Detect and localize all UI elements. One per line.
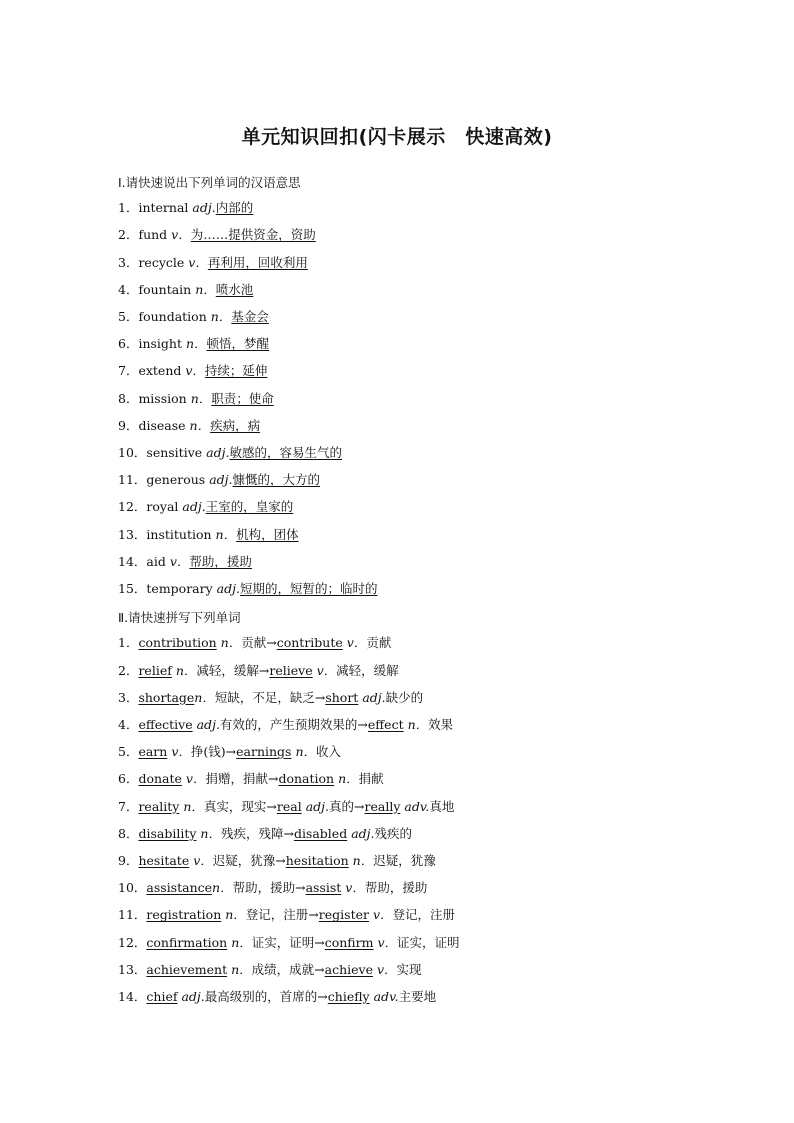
item-text: 有效的，产生预期效果的→ [219,717,368,732]
item-number: 11． [118,907,147,923]
item-text: 残疾，残障→ [220,825,294,841]
item-number: 7． [118,798,139,814]
item-word: aid [146,553,170,569]
list-item [118,200,253,216]
part-of-speech: adj. [209,472,233,488]
item-word: fountain [138,281,196,297]
item-number: 11． [118,472,147,488]
item-number: 14． [118,553,147,569]
item-text: 成绩，成就→ [251,961,325,977]
answer-word: disabled [293,825,348,841]
item-number: 12． [118,934,147,950]
part-of-speech: adj. [206,445,230,460]
part-of-speech: v． [185,363,205,379]
item-meaning: 持续；延伸 [204,363,268,379]
item-word: extend [138,363,186,379]
part-of-speech: adj. [362,689,386,705]
item-word: institution [146,526,216,542]
item-word: insight [138,336,186,352]
part-of-speech: n． [195,281,216,297]
item-number: 12． [118,499,147,515]
item-text: 实现 [396,961,422,977]
item-meaning: 敏感的，容易生气的 [229,445,342,460]
list-item [118,826,412,842]
answer-word: achievement [146,961,228,977]
answer-word: earn [138,744,168,760]
part-of-speech: n． [215,526,237,542]
item-text: 贡献 [366,635,392,651]
part-of-speech: n． [210,309,232,324]
answer-word: contribution [138,635,217,651]
item-meaning: 内部的 [215,200,254,216]
list-item [118,663,399,679]
item-meaning: 喷水池 [215,281,254,297]
answer-word: shortage [138,689,195,705]
item-number: 13． [118,961,147,977]
item-number: 1． [118,635,139,651]
part-of-speech: n． [225,907,246,923]
list-item [118,282,253,298]
item-number: 2． [118,662,139,678]
item-word: recycle [138,254,189,270]
item-number: 9． [118,853,139,868]
answer-word: register [318,907,369,923]
item-word: disease [138,417,190,433]
item-number: 8． [118,390,139,406]
item-number: 2． [118,227,139,243]
list-item [118,255,308,271]
item-number: 7． [118,363,139,379]
item-number: 5． [118,309,139,324]
item-text: 减轻，缓解→ [196,662,270,678]
list-item [118,554,252,570]
part-of-speech: n． [231,961,252,977]
answer-word: chiefly [327,989,370,1004]
answer-word: contribute [276,635,343,651]
answer-word: real [276,798,302,814]
item-meaning: 职责；使命 [211,390,274,406]
item-number: 1． [118,200,139,216]
answer-word: donation [278,771,335,787]
item-number: 15． [118,581,147,596]
item-meaning: 顿悟，梦醒 [206,336,270,352]
part-of-speech: v． [376,961,397,977]
answer-word: assist [305,880,342,896]
part-of-speech: v． [372,907,393,923]
item-text: 主要地 [398,989,437,1004]
item-meaning: 短期的，短暂的；临时的 [239,581,378,596]
part-of-speech: n． [175,662,197,678]
item-text: 登记，注册→ [245,907,319,923]
item-text: 迟疑，犹豫→ [212,853,286,868]
list-item [118,499,293,515]
item-number: 3． [118,689,139,705]
answer-word: reality [138,798,180,814]
item-number: 4． [118,281,139,297]
list-item [118,799,454,815]
part-of-speech: adj. [216,581,240,596]
part-of-speech: adj. [196,717,220,732]
part-of-speech: adv. [404,798,430,814]
item-word: sensitive [146,445,207,460]
item-text: 捐赠，捐献→ [205,771,279,787]
list-item [118,336,269,352]
item-word: mission [138,390,191,406]
item-meaning: 疾病，病 [210,417,261,433]
item-text: 捐献 [358,771,384,787]
list-item [118,635,391,651]
item-text: 短缺，不足，缺乏→ [214,689,326,705]
item-number: 13． [118,526,147,542]
item-number: 10． [118,880,147,896]
item-meaning: 基金会 [231,309,269,324]
answer-word: assistance [146,880,213,896]
answer-word: achieve [324,961,373,977]
item-meaning: 慷慨的，大方的 [232,472,321,488]
item-text: 减轻，缓解 [336,662,399,678]
list-item [118,853,436,869]
part-of-speech: n． [194,689,215,705]
part-of-speech: n． [407,717,429,732]
item-word: foundation [138,309,211,324]
item-text: 帮助，援助 [364,880,428,896]
item-number: 3． [118,254,139,270]
item-meaning: 为……提供资金，资助 [190,227,316,243]
list-item [118,418,260,434]
item-number: 9． [118,417,139,433]
item-text: 挣(钱)→ [190,744,237,760]
answer-word: earnings [236,744,292,760]
item-text: 收入 [316,744,342,760]
section-1-heading: Ⅰ.请快速说出下列单词的汉语意思 [118,175,301,190]
list-item [118,227,316,243]
list-item [118,363,267,379]
item-text: 真实，现实→ [203,798,277,814]
list-item [118,581,377,597]
item-text: 证实，证明→ [251,934,325,950]
list-item [118,472,320,488]
part-of-speech: v． [171,227,191,243]
part-of-speech: n． [185,336,207,352]
list-item [118,717,453,733]
part-of-speech: n． [231,934,252,950]
item-word: fund [138,227,172,243]
item-word: royal [146,499,183,515]
part-of-speech: n． [220,635,242,651]
answer-word: really [364,798,401,814]
answer-word: chief [146,989,178,1004]
part-of-speech: v． [316,662,337,678]
item-number: 6． [118,336,139,352]
item-text: 缺少的 [385,689,424,705]
item-number: 4． [118,717,139,732]
item-text: 迟疑，犹豫 [373,853,436,868]
part-of-speech: n． [183,798,204,814]
answer-word: hesitation [285,853,349,868]
answer-word: registration [146,907,222,923]
answer-word: disability [138,825,197,841]
item-word: generous [146,472,210,488]
item-text: 登记，注册 [392,907,456,923]
list-item [118,445,342,461]
item-text: 效果 [428,717,454,732]
part-of-speech: n． [200,825,221,841]
part-of-speech: n． [295,744,317,760]
answer-word: effective [138,717,193,732]
part-of-speech: v． [171,744,191,760]
item-word: internal [138,200,193,216]
part-of-speech: v． [193,853,213,868]
part-of-speech: v． [345,880,365,896]
list-item [118,690,423,706]
part-of-speech: adj. [351,825,375,841]
part-of-speech: v． [346,635,367,651]
part-of-speech: n． [190,390,212,406]
item-number: 14． [118,989,147,1004]
part-of-speech: adj. [305,798,330,814]
item-number: 8． [118,825,139,841]
answer-word: relieve [269,662,313,678]
part-of-speech: adj. [181,989,205,1004]
list-item [118,989,436,1005]
part-of-speech: adj. [192,200,216,216]
item-meaning: 王室的，皇家的 [205,499,294,515]
page-title: 单元知识回扣(闪卡展示 快速高效) [241,126,553,148]
part-of-speech: v． [185,771,206,787]
item-text: 残疾的 [374,825,413,841]
answer-word: confirm [324,934,374,950]
list-item [118,907,455,923]
list-item [118,935,460,951]
item-text: 真的→ [329,798,365,814]
list-item [118,880,427,896]
item-meaning: 帮助，援助 [189,553,252,569]
item-word: temporary [146,581,217,596]
item-text: 帮助，援助→ [232,880,306,896]
item-number: 10． [118,445,147,460]
item-text: 贡献→ [241,635,277,651]
part-of-speech: n． [212,880,233,896]
item-meaning: 机构，团体 [236,526,299,542]
part-of-speech: n． [189,417,211,433]
answer-word: effect [367,717,404,732]
list-item [118,527,299,543]
part-of-speech: v． [169,553,190,569]
section-2-heading: Ⅱ.请快速拼写下列单词 [118,610,241,626]
part-of-speech: adv. [373,989,399,1004]
item-number: 6． [118,771,139,787]
item-text: 真地 [429,798,455,814]
list-item [118,962,422,978]
item-text: 证实，证明 [397,934,460,950]
answer-word: donate [138,771,182,787]
answer-word: hesitate [138,853,190,868]
item-meaning: 再利用，回收利用 [207,254,308,270]
list-item [118,309,269,325]
list-item [118,771,384,787]
answer-word: short [325,689,359,705]
list-item [118,744,341,760]
part-of-speech: n． [338,771,359,787]
answer-word: relief [138,662,172,678]
part-of-speech: v． [188,254,208,270]
item-text: 最高级别的，首席的→ [204,989,328,1004]
part-of-speech: adj. [182,499,206,515]
answer-word: confirmation [146,934,228,950]
part-of-speech: v． [377,934,398,950]
item-number: 5． [118,744,139,760]
part-of-speech: n． [352,853,374,868]
list-item [118,391,274,407]
